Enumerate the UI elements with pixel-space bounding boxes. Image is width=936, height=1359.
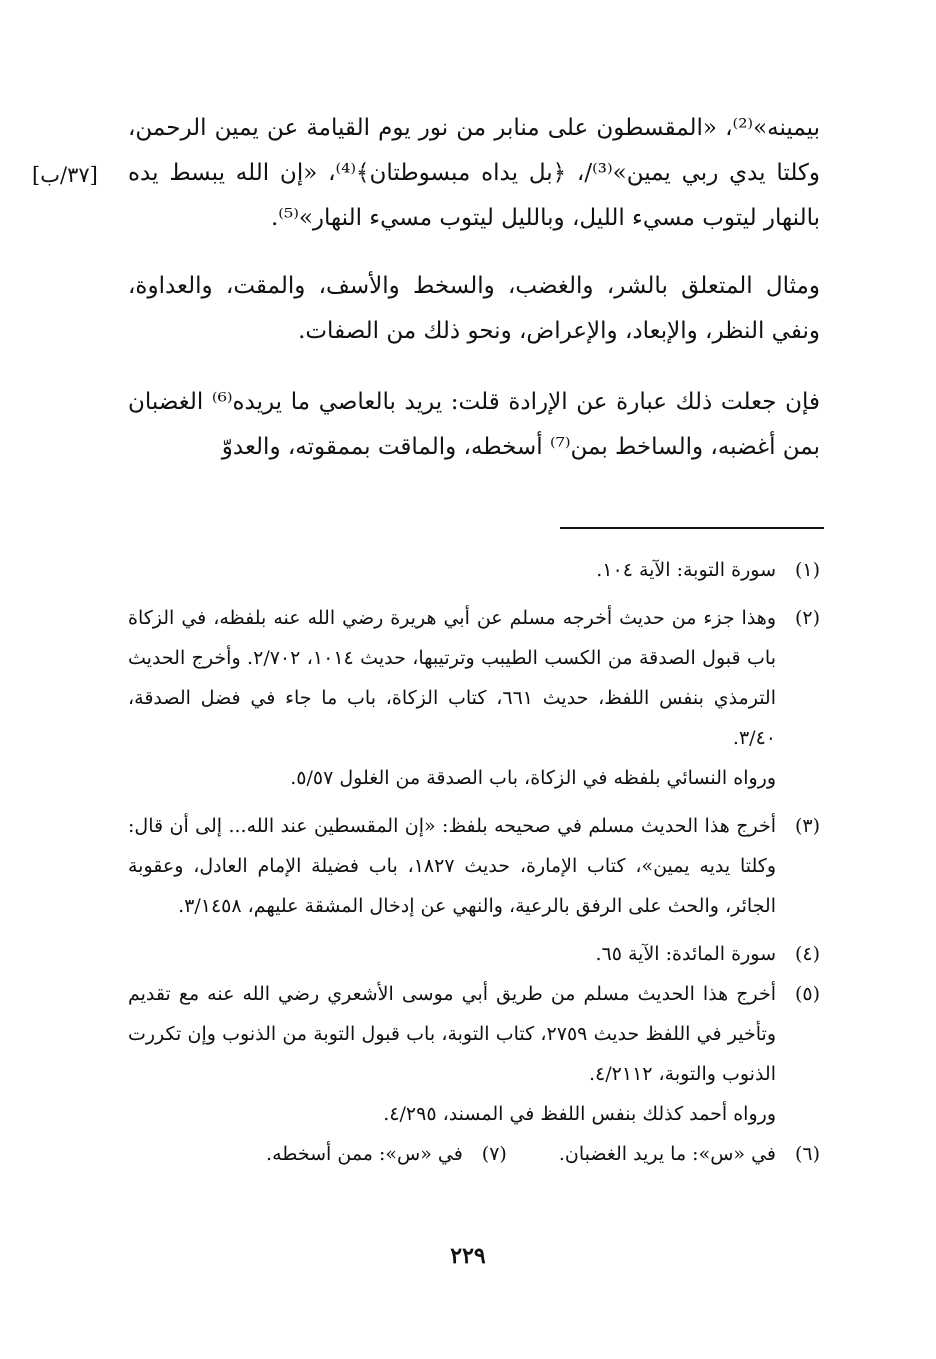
paragraph-text: بيمينه»⁽²⁾، «المقسطون على منابر من نور يوم القيامة عن يمين الرحمن، وكلتا يدي ربي يمين»⁽³⁾/، ﴿بل يداه مبسوطتان﴾⁽⁴⁾، «إن الله يبسط يده بالنهار ليتوب مسيء الليل، وبالليل ليتوب مسيء النهار»⁽⁵⁾.	[128, 115, 820, 231]
footnote-2	[128, 598, 820, 758]
footnote-7-text: في «س»: ممن أسخطه.	[266, 1143, 463, 1165]
footnote-number: (٦)	[794, 1143, 820, 1165]
footnote-number: (٣)	[794, 815, 820, 837]
footnote-5-continuation: ورواه أحمد كذلك بنفس اللفظ في المسند، ٤/٢٩٥.	[383, 1103, 776, 1125]
footnote-3	[128, 806, 820, 926]
footnote-number: (١)	[794, 559, 820, 581]
footnote-6-text: في «س»: ما يريد الغضبان.	[558, 1143, 776, 1165]
page-number: ٢٢٩	[450, 1243, 486, 1269]
footnote-1	[128, 550, 820, 590]
footnote-number: (٤)	[794, 943, 820, 965]
footnote-separator-rule	[560, 527, 824, 529]
paragraph-text: ومثال المتعلق بالشر، والغضب، والسخط والأسف، والمقت، والعداوة، ونفي النظر، والإبعاد، والإعراض، ونحو ذلك من الصفات.	[128, 273, 820, 344]
main-paragraph-1	[128, 106, 820, 241]
footnote-number: (٢)	[794, 607, 820, 629]
footnote-text: وهذا جزء من حديث أخرجه مسلم عن أبي هريرة رضي الله عنه بلفظه، في الزكاة باب قبول الصدقة من الكسب الطيبب وترتيبها، حديث ١٠١٤، ٢/٧٠٢. وأخرج الحديث الترمذي بنفس اللفظ، حديث ٦٦١، كتاب الزكاة، باب ما جاء في فضل الصدقة، ٣/٤٠.	[128, 607, 777, 749]
footnote-number: (٥)	[794, 983, 820, 1005]
main-paragraph-2	[128, 264, 820, 354]
footnote-4	[128, 934, 820, 974]
footnotes-6-7-row	[128, 1134, 820, 1174]
footnote-number: (٧)	[481, 1143, 507, 1165]
footnote-text: سورة المائدة: الآية ٦٥.	[595, 943, 776, 965]
paragraph-text: فإن جعلت ذلك عبارة عن الإرادة قلت: يريد بالعاصي ما يريده⁽⁶⁾ الغضبان بمن أغضبه، والساخط بمن⁽⁷⁾ أسخطه، والماقت بممقوته، والعدوّ	[128, 389, 820, 460]
main-paragraph-3	[128, 380, 820, 470]
footnote-5	[128, 974, 820, 1094]
manuscript-folio-marker: [٣٧/ب]	[32, 163, 98, 187]
footnote-text: أخرج هذا الحديث مسلم في صحيحه بلفظ: «إن المقسطين عند الله... إلى أن قال: وكلتا يديه يمين»، كتاب الإمارة، حديث ١٨٢٧، باب فضيلة الإمام العادل، وعقوبة الجائر، والحث على الرفق بالرعية، والنهي عن إدخال المشقة عليهم، ٣/١٤٥٨.	[128, 815, 776, 917]
footnotes-section	[128, 550, 820, 1174]
footnote-2-continuation: ورواه النسائي بلفظه في الزكاة، باب الصدقة من الغلول ٥/٥٧.	[290, 767, 776, 789]
footnote-text: أخرج هذا الحديث مسلم من طريق أبي موسى الأشعري رضي الله عنه مع تقديم وتأخير في اللفظ حديث ٢٧٥٩، كتاب التوبة، باب قبول التوبة من الذنوب وإن تكررت الذنوب والتوبة، ٤/٢١١٢.	[128, 983, 776, 1085]
footnote-text: سورة التوبة: الآية ١٠٤.	[596, 559, 776, 581]
